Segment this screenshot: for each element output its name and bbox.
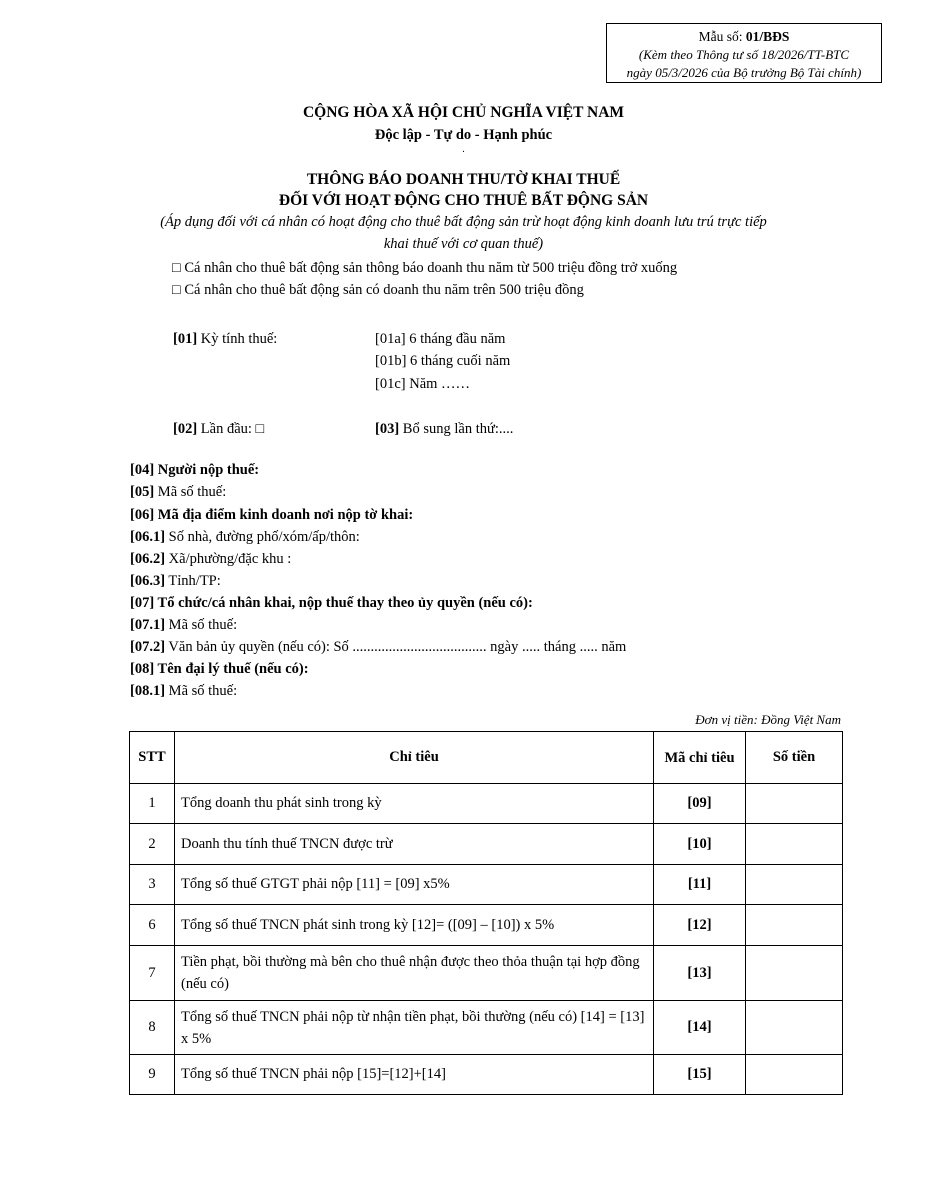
row-indicator: Tổng doanh thu phát sinh trong kỳ [175,784,654,824]
period-year[interactable]: [01c] Năm …… [375,376,471,392]
table-row [130,946,843,1001]
field-tax-agent-code[interactable]: [08.1] Mã số thuế: [130,683,238,699]
row-stt: 8 [130,1001,175,1055]
document-subtitle-line1: (Áp dụng đối với cá nhân có hoạt động cho thuê bất động sản trừ hoạt động kinh doanh lưu trú trực tiếp [160,214,767,230]
field-authorized-tax-code[interactable]: [07.1] Mã số thuế: [130,617,238,633]
row-amount-cell[interactable] [746,905,843,946]
field-taxpayer: [04] Người nộp thuế: [130,462,260,478]
row-stt: 6 [130,905,175,946]
option-over-500m[interactable]: □ Cá nhân cho thuê bất động sản có doanh thu năm trên 500 triệu đồng [172,282,584,298]
document-subtitle-line2: khai thuế với cơ quan thuế) [383,236,544,252]
row-code: [13] [654,946,746,1001]
document-title-line1: THÔNG BÁO DOANH THU/TỜ KHAI THUẾ [306,171,621,188]
nation-title: CỘNG HÒA XÃ HỘI CHỦ NGHĨA VIỆT NAM [302,104,625,121]
table-row [130,1055,843,1095]
table-row [130,824,843,865]
period-first-half[interactable]: [01a] 6 tháng đầu năm [375,331,506,347]
table-row [130,865,843,905]
row-code: [11] [654,865,746,905]
field-business-location: [06] Mã địa điểm kinh doanh nơi nộp tờ khai: [130,507,414,523]
row-indicator: Tổng số thuế TNCN phải nộp từ nhận tiền phạt, bồi thường (nếu có) [14] = [13] x 5% [175,1001,654,1055]
first-time-checkbox[interactable]: [02] Lần đầu: □ [173,421,265,437]
row-amount-cell[interactable] [746,1001,843,1055]
form-number: Mẫu số: 01/BĐS [698,29,790,44]
currency-unit: Đơn vị tiền: Đồng Việt Nam [695,712,841,727]
field-province[interactable]: [06.3] Tỉnh/TP: [130,573,221,589]
form-number-box [606,23,882,83]
row-indicator: Doanh thu tính thuế TNCN được trừ [175,824,654,865]
row-stt: 9 [130,1055,175,1095]
row-amount-cell[interactable] [746,1055,843,1095]
table-row [130,784,843,824]
motto: Độc lập - Tự do - Hạnh phúc [374,127,553,143]
field-authorized-org: [07] Tổ chức/cá nhân khai, nộp thuế thay theo ủy quyền (nếu có): [130,595,533,611]
header-code: Mã chỉ tiêu [654,732,746,784]
row-amount-cell[interactable] [746,946,843,1001]
row-code: [10] [654,824,746,865]
row-code: [12] [654,905,746,946]
header-indicator: Chỉ tiêu [175,732,654,784]
row-code: [15] [654,1055,746,1095]
tax-table [129,731,843,1095]
circular-reference: (Kèm theo Thông tư số 18/2026/TT-BTC [638,47,850,62]
period-second-half[interactable]: [01b] 6 tháng cuối năm [375,353,511,369]
row-indicator: Tổng số thuế TNCN phải nộp [15]=[12]+[14] [175,1055,654,1095]
table-row [130,905,843,946]
row-stt: 1 [130,784,175,824]
document-title-line2: ĐỐI VỚI HOẠT ĐỘNG CHO THUÊ BẤT ĐỘNG SẢN [278,192,649,209]
field-tax-agent: [08] Tên đại lý thuế (nếu có): [130,661,309,677]
table-header-row [130,732,843,784]
row-stt: 3 [130,865,175,905]
row-indicator: Tổng số thuế GTGT phải nộp [11] = [09] x5% [175,865,654,905]
supplement-field[interactable]: [03] Bổ sung lần thứ:.... [375,421,514,437]
field-street[interactable]: [06.1] Số nhà, đường phố/xóm/ấp/thôn: [130,529,360,545]
header-amount: Số tiền [746,732,843,784]
field-authorization-doc[interactable]: [07.2] Văn bản ủy quyền (nếu có): Số ..................................... ngày ..... tháng ..... năm [130,639,627,655]
row-code: [14] [654,1001,746,1055]
row-code: [09] [654,784,746,824]
tax-period-label: [01] Kỳ tính thuế: [173,331,278,347]
row-amount-cell[interactable] [746,824,843,865]
circular-date: ngày 05/3/2026 của Bộ trưởng Bộ Tài chính) [626,65,862,80]
row-indicator: Tiền phạt, bồi thường mà bên cho thuê nhận được theo thỏa thuận tại hợp đồng (nếu có) [175,946,654,1001]
row-amount-cell[interactable] [746,784,843,824]
header-stt: STT [130,732,175,784]
option-under-500m[interactable]: □ Cá nhân cho thuê bất động sản thông báo doanh thu năm từ 500 triệu đồng trở xuống [172,260,678,276]
row-amount-cell[interactable] [746,865,843,905]
row-stt: 7 [130,946,175,1001]
row-stt: 2 [130,824,175,865]
field-ward[interactable]: [06.2] Xã/phường/đặc khu : [130,551,292,567]
field-tax-code[interactable]: [05] Mã số thuế: [130,484,227,500]
row-indicator: Tổng số thuế TNCN phát sinh trong kỳ [12]= ([09] – [10]) x 5% [175,905,654,946]
motto-dot: . [462,144,465,155]
table-row [130,1001,843,1055]
